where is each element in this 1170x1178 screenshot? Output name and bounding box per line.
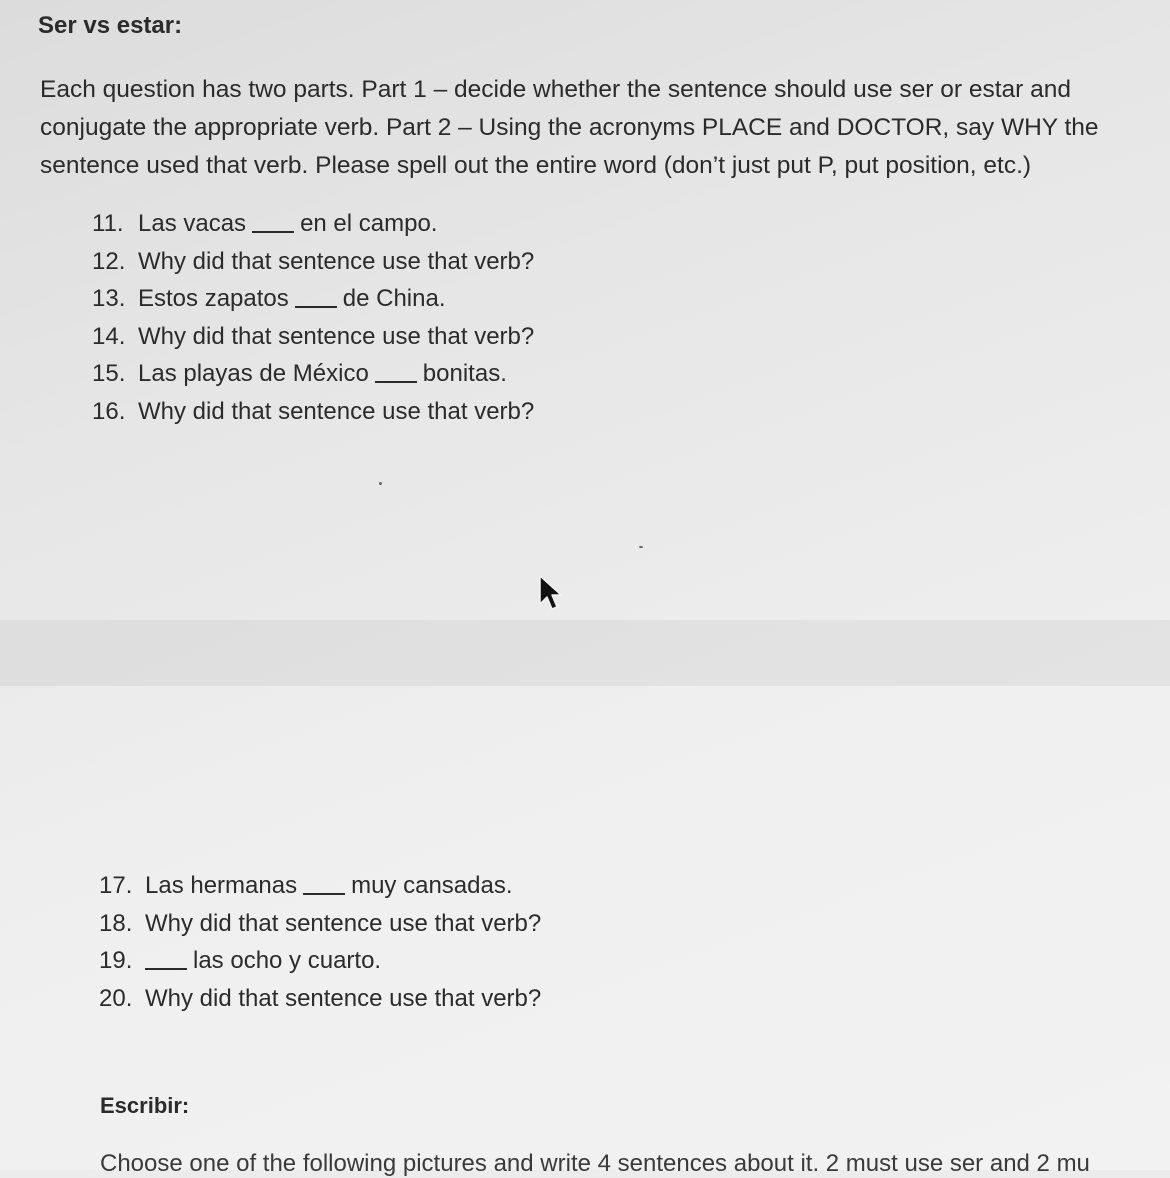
question-number: 16. bbox=[92, 397, 126, 425]
question-number: 20. bbox=[99, 984, 133, 1012]
question-text: Estos zapatos bbox=[138, 285, 289, 312]
question-text: Why did that sentence use that verb? bbox=[138, 247, 535, 275]
question-text: Las vacas bbox=[138, 210, 247, 237]
instructions-paragraph bbox=[40, 71, 1160, 185]
question-number: 12. bbox=[92, 247, 126, 275]
instructions-line: sentence used that verb. Please spell out the entire word (don’t just put P, put position, etc.) bbox=[40, 152, 1032, 179]
question-text-end: de China. bbox=[342, 285, 446, 312]
question-text-end: bonitas. bbox=[422, 360, 507, 387]
question-number: 11. bbox=[92, 210, 124, 237]
question-number: 19. bbox=[99, 947, 133, 974]
question-item bbox=[99, 867, 541, 905]
question-text: Las hermanas bbox=[145, 872, 298, 899]
mouse-pointer-arrow-icon bbox=[538, 574, 564, 612]
question-item bbox=[92, 280, 534, 318]
question-item bbox=[99, 942, 541, 980]
question-item bbox=[92, 205, 534, 243]
question-text: Las playas de México bbox=[138, 360, 369, 387]
escribir-heading: Escribir: bbox=[100, 1093, 190, 1118]
question-text-end: muy cansadas. bbox=[351, 872, 513, 899]
answer-blank bbox=[252, 230, 294, 233]
question-item bbox=[99, 905, 541, 943]
question-item bbox=[92, 393, 534, 431]
question-number: 18. bbox=[99, 909, 133, 937]
escribir-instructions: Choose one of the following pictures and write 4 sentences about it. 2 must use ser and 2 mu bbox=[100, 1150, 1090, 1177]
answer-blank bbox=[375, 380, 417, 383]
question-text-end: las ocho y cuarto. bbox=[193, 947, 382, 974]
screen-speck bbox=[639, 546, 643, 548]
screen-glare-band bbox=[0, 620, 1170, 686]
question-item bbox=[99, 980, 541, 1018]
question-text: Why did that sentence use that verb? bbox=[145, 984, 542, 1012]
question-number: 17. bbox=[99, 872, 133, 899]
question-item bbox=[92, 355, 534, 393]
question-list-17-20 bbox=[99, 867, 541, 1017]
question-item bbox=[92, 318, 534, 356]
question-text: Why did that sentence use that verb? bbox=[138, 397, 535, 425]
question-list-11-16 bbox=[92, 205, 534, 430]
instructions-line: conjugate the appropriate verb. Part 2 – Using the acronyms PLACE and DOCTOR, say WHY the bbox=[40, 114, 1099, 141]
question-item bbox=[92, 243, 534, 281]
worksheet-title: Ser vs estar: bbox=[38, 12, 183, 39]
answer-blank bbox=[295, 305, 337, 308]
instructions-line: Each question has two parts. Part 1 – decide whether the sentence should use ser or estar and bbox=[40, 76, 1071, 103]
question-text: Why did that sentence use that verb? bbox=[145, 909, 542, 937]
answer-blank bbox=[145, 967, 187, 970]
screen-speck bbox=[379, 482, 382, 485]
question-text-end: en el campo. bbox=[300, 210, 438, 237]
question-number: 14. bbox=[92, 322, 126, 350]
question-number: 13. bbox=[92, 285, 126, 312]
answer-blank bbox=[303, 892, 345, 895]
question-text: Why did that sentence use that verb? bbox=[138, 322, 535, 350]
question-number: 15. bbox=[92, 360, 126, 387]
